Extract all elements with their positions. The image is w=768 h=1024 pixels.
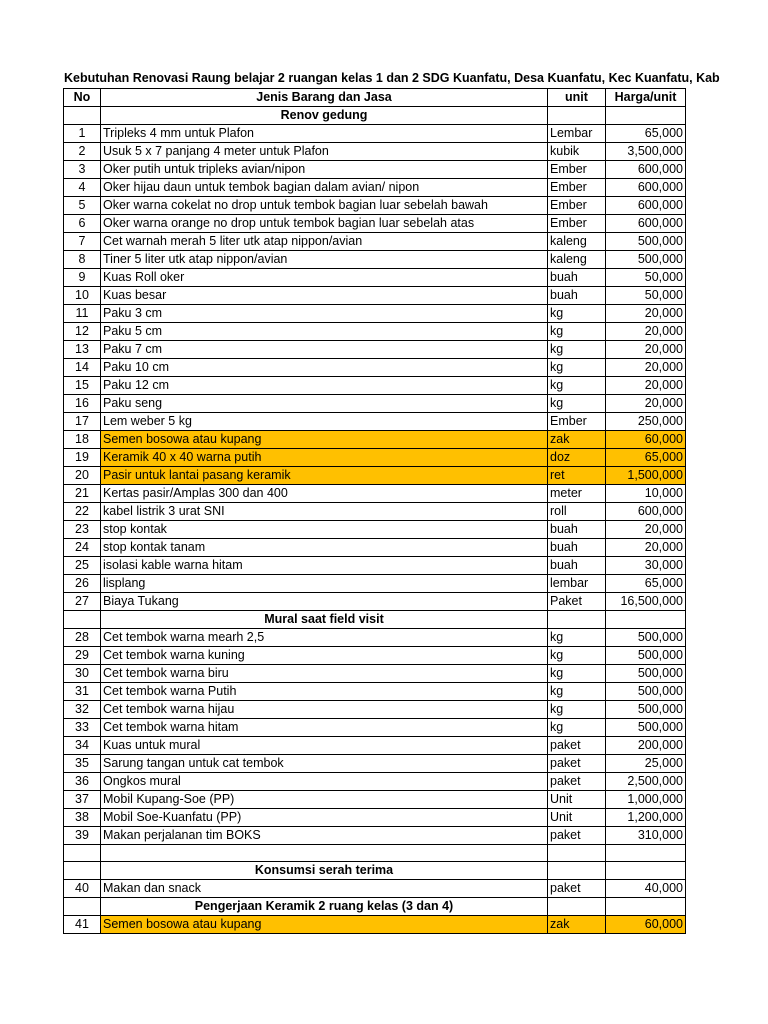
- cell-item[interactable]: Paku 10 cm: [101, 359, 548, 377]
- table-row: [64, 197, 686, 215]
- cell-unit[interactable]: Ember: [548, 161, 606, 179]
- table-row: [64, 539, 686, 557]
- cell-item[interactable]: kabel listrik 3 urat SNI: [101, 503, 548, 521]
- table-row: [64, 755, 686, 773]
- cell-price[interactable]: 16,500,000: [606, 593, 686, 611]
- cell-price[interactable]: 65,000: [606, 575, 686, 593]
- cell-no[interactable]: 38: [64, 809, 101, 827]
- cell-unit[interactable]: meter: [548, 485, 606, 503]
- cell-item[interactable]: Cet tembok warna mearh 2,5: [101, 629, 548, 647]
- cell-item[interactable]: Oker warna orange no drop untuk tembok bagian luar sebelah atas: [101, 215, 548, 233]
- cell-price[interactable]: 500,000: [606, 647, 686, 665]
- cell-unit[interactable]: kg: [548, 323, 606, 341]
- cell-item[interactable]: Cet tembok warna hijau: [101, 701, 548, 719]
- cell-unit[interactable]: ret: [548, 467, 606, 485]
- table-row: [64, 791, 686, 809]
- cell-unit[interactable]: [548, 898, 606, 916]
- table-row: [64, 179, 686, 197]
- table-row: [64, 737, 686, 755]
- cell-unit[interactable]: Ember: [548, 197, 606, 215]
- cell-price[interactable]: [606, 611, 686, 629]
- section-title[interactable]: Konsumsi serah terima: [101, 862, 548, 880]
- cell-unit[interactable]: kubik: [548, 143, 606, 161]
- table-row: [64, 395, 686, 413]
- cell-price[interactable]: 250,000: [606, 413, 686, 431]
- table-row: [64, 215, 686, 233]
- cell-price[interactable]: 600,000: [606, 197, 686, 215]
- table-row: [64, 341, 686, 359]
- cell-price[interactable]: 60,000: [606, 431, 686, 449]
- cell-no[interactable]: 15: [64, 377, 101, 395]
- table-row: [64, 521, 686, 539]
- cell-price[interactable]: 20,000: [606, 395, 686, 413]
- table-row: [64, 629, 686, 647]
- cell-no[interactable]: 23: [64, 521, 101, 539]
- cell-price[interactable]: 10,000: [606, 485, 686, 503]
- table-row: [64, 719, 686, 737]
- cell-item[interactable]: Usuk 5 x 7 panjang 4 meter untuk Plafon: [101, 143, 548, 161]
- table-row: [64, 467, 686, 485]
- cell-unit[interactable]: kg: [548, 395, 606, 413]
- cell-unit[interactable]: lembar: [548, 575, 606, 593]
- cell-no[interactable]: 25: [64, 557, 101, 575]
- cell-price[interactable]: 1,000,000: [606, 791, 686, 809]
- cell-no[interactable]: 30: [64, 665, 101, 683]
- cell-price[interactable]: 600,000: [606, 215, 686, 233]
- cell-no[interactable]: 29: [64, 647, 101, 665]
- table-row: [64, 593, 686, 611]
- cell-item[interactable]: isolasi kable warna hitam: [101, 557, 548, 575]
- cell-no[interactable]: 16: [64, 395, 101, 413]
- cell-no[interactable]: 8: [64, 251, 101, 269]
- cell-price[interactable]: 50,000: [606, 287, 686, 305]
- cell-no[interactable]: 22: [64, 503, 101, 521]
- cell-item[interactable]: Kuas untuk mural: [101, 737, 548, 755]
- cell-no[interactable]: 41: [64, 916, 101, 934]
- cell-no[interactable]: 33: [64, 719, 101, 737]
- cell-unit[interactable]: paket: [548, 880, 606, 898]
- cell-item[interactable]: Paku 3 cm: [101, 305, 548, 323]
- cell-unit[interactable]: buah: [548, 557, 606, 575]
- cell-no[interactable]: [64, 862, 101, 880]
- cell-no[interactable]: [64, 898, 101, 916]
- cell-unit[interactable]: Ember: [548, 413, 606, 431]
- cell-unit[interactable]: Ember: [548, 215, 606, 233]
- table-row: [64, 503, 686, 521]
- cell-no[interactable]: 36: [64, 773, 101, 791]
- cell-price[interactable]: 3,500,000: [606, 143, 686, 161]
- cell-price[interactable]: 600,000: [606, 161, 686, 179]
- cell-unit[interactable]: kg: [548, 305, 606, 323]
- cell-price[interactable]: 500,000: [606, 629, 686, 647]
- cell-item[interactable]: Keramik 40 x 40 warna putih: [101, 449, 548, 467]
- cell-price[interactable]: 500,000: [606, 251, 686, 269]
- table-row: [64, 413, 686, 431]
- table-row: [64, 287, 686, 305]
- cell-no[interactable]: 1: [64, 125, 101, 143]
- cell-unit[interactable]: kg: [548, 683, 606, 701]
- cell-price[interactable]: 40,000: [606, 880, 686, 898]
- cell-unit[interactable]: [548, 862, 606, 880]
- cell-item[interactable]: Paku 5 cm: [101, 323, 548, 341]
- cell-price[interactable]: 310,000: [606, 827, 686, 845]
- cell-price[interactable]: 25,000: [606, 755, 686, 773]
- header-price[interactable]: Harga/unit: [606, 89, 686, 107]
- header-item[interactable]: Jenis Barang dan Jasa: [101, 89, 548, 107]
- cell-unit[interactable]: kg: [548, 647, 606, 665]
- table-row: [64, 449, 686, 467]
- cell-unit[interactable]: paket: [548, 755, 606, 773]
- table-row: [64, 683, 686, 701]
- cell-unit[interactable]: kaleng: [548, 233, 606, 251]
- cell-unit[interactable]: zak: [548, 431, 606, 449]
- table-row: [64, 269, 686, 287]
- table-row: [64, 323, 686, 341]
- cell-price[interactable]: [606, 107, 686, 125]
- cell-item[interactable]: stop kontak tanam: [101, 539, 548, 557]
- table-row: [64, 485, 686, 503]
- cell-no[interactable]: 5: [64, 197, 101, 215]
- cell-item[interactable]: Ongkos mural: [101, 773, 548, 791]
- cell-price[interactable]: 1,500,000: [606, 467, 686, 485]
- cell-price[interactable]: 500,000: [606, 665, 686, 683]
- cell-item[interactable]: Cet warnah merah 5 liter utk atap nippon/avian: [101, 233, 548, 251]
- header-row: [64, 89, 686, 107]
- cell-item[interactable]: Tripleks 4 mm untuk Plafon: [101, 125, 548, 143]
- cell-unit[interactable]: kg: [548, 665, 606, 683]
- cell-unit[interactable]: [548, 107, 606, 125]
- cell-unit[interactable]: Unit: [548, 791, 606, 809]
- cell-item[interactable]: Makan dan snack: [101, 880, 548, 898]
- cell-price[interactable]: 65,000: [606, 449, 686, 467]
- cell-no[interactable]: 10: [64, 287, 101, 305]
- header-no[interactable]: No: [64, 89, 101, 107]
- cell-item[interactable]: Tiner 5 liter utk atap nippon/avian: [101, 251, 548, 269]
- cell-price[interactable]: 20,000: [606, 377, 686, 395]
- cell-item[interactable]: Paku 12 cm: [101, 377, 548, 395]
- cell-price[interactable]: 500,000: [606, 719, 686, 737]
- cell-no[interactable]: 35: [64, 755, 101, 773]
- cell-price[interactable]: 20,000: [606, 359, 686, 377]
- cell-item[interactable]: Pasir untuk lantai pasang keramik: [101, 467, 548, 485]
- cell-item[interactable]: Sarung tangan untuk cat tembok: [101, 755, 548, 773]
- cell-unit[interactable]: kg: [548, 629, 606, 647]
- cell-item[interactable]: Mobil Soe-Kuanfatu (PP): [101, 809, 548, 827]
- table-row: [64, 359, 686, 377]
- cell-unit[interactable]: doz: [548, 449, 606, 467]
- cell-item[interactable]: Oker hijau daun untuk tembok bagian dalam avian/ nipon: [101, 179, 548, 197]
- table-row: [64, 575, 686, 593]
- cell-no[interactable]: 34: [64, 737, 101, 755]
- table-row: [64, 809, 686, 827]
- cell-unit[interactable]: Lembar: [548, 125, 606, 143]
- cell-no[interactable]: 3: [64, 161, 101, 179]
- cell-unit[interactable]: kg: [548, 701, 606, 719]
- table-row: [64, 305, 686, 323]
- budget-table: [63, 88, 686, 934]
- cell-price[interactable]: 200,000: [606, 737, 686, 755]
- table-row: [64, 827, 686, 845]
- cell-no[interactable]: 18: [64, 431, 101, 449]
- cell-item[interactable]: Semen bosowa atau kupang: [101, 916, 548, 934]
- cell-item[interactable]: stop kontak: [101, 521, 548, 539]
- cell-price[interactable]: 30,000: [606, 557, 686, 575]
- section-row: [64, 898, 686, 916]
- table-row: [64, 557, 686, 575]
- cell-unit[interactable]: buah: [548, 539, 606, 557]
- cell-price[interactable]: 20,000: [606, 341, 686, 359]
- cell-item[interactable]: Lem weber 5 kg: [101, 413, 548, 431]
- cell-price[interactable]: 20,000: [606, 305, 686, 323]
- budget-table-body: [64, 89, 686, 934]
- cell-price[interactable]: 60,000: [606, 916, 686, 934]
- table-row: [64, 701, 686, 719]
- table-row: [64, 377, 686, 395]
- cell-item[interactable]: Mobil Kupang-Soe (PP): [101, 791, 548, 809]
- section-row: [64, 107, 686, 125]
- cell-no[interactable]: 26: [64, 575, 101, 593]
- cell-price[interactable]: 20,000: [606, 323, 686, 341]
- cell-price[interactable]: 500,000: [606, 701, 686, 719]
- section-title[interactable]: Pengerjaan Keramik 2 ruang kelas (3 dan 4): [101, 898, 548, 916]
- cell-no[interactable]: 28: [64, 629, 101, 647]
- cell-no[interactable]: 7: [64, 233, 101, 251]
- cell-unit[interactable]: kg: [548, 359, 606, 377]
- section-row: [64, 862, 686, 880]
- cell-unit[interactable]: buah: [548, 287, 606, 305]
- cell-unit[interactable]: [548, 845, 606, 862]
- cell-unit[interactable]: kg: [548, 377, 606, 395]
- cell-unit[interactable]: kg: [548, 719, 606, 737]
- cell-item[interactable]: Semen bosowa atau kupang: [101, 431, 548, 449]
- cell-no[interactable]: 11: [64, 305, 101, 323]
- cell-no[interactable]: 14: [64, 359, 101, 377]
- cell-unit[interactable]: buah: [548, 521, 606, 539]
- blank-row: [64, 845, 686, 862]
- cell-price[interactable]: [606, 898, 686, 916]
- cell-item[interactable]: Cet tembok warna Putih: [101, 683, 548, 701]
- cell-no[interactable]: 19: [64, 449, 101, 467]
- cell-item[interactable]: Biaya Tukang: [101, 593, 548, 611]
- table-row: [64, 233, 686, 251]
- cell-unit[interactable]: [548, 611, 606, 629]
- cell-unit[interactable]: kg: [548, 341, 606, 359]
- table-row: [64, 431, 686, 449]
- cell-unit[interactable]: paket: [548, 737, 606, 755]
- cell-item[interactable]: Paku 7 cm: [101, 341, 548, 359]
- table-row: [64, 665, 686, 683]
- table-row: [64, 773, 686, 791]
- table-row: [64, 880, 686, 898]
- table-row: [64, 125, 686, 143]
- cell-unit[interactable]: Unit: [548, 809, 606, 827]
- cell-unit[interactable]: roll: [548, 503, 606, 521]
- cell-no[interactable]: 17: [64, 413, 101, 431]
- section-title[interactable]: Mural saat field visit: [101, 611, 548, 629]
- cell-no[interactable]: 2: [64, 143, 101, 161]
- cell-price[interactable]: 1,200,000: [606, 809, 686, 827]
- cell-no[interactable]: [64, 845, 101, 862]
- cell-unit[interactable]: zak: [548, 916, 606, 934]
- table-row: [64, 251, 686, 269]
- cell-item[interactable]: Kuas Roll oker: [101, 269, 548, 287]
- cell-no[interactable]: 39: [64, 827, 101, 845]
- cell-price[interactable]: 20,000: [606, 521, 686, 539]
- cell-item[interactable]: Makan perjalanan tim BOKS: [101, 827, 548, 845]
- table-row: [64, 916, 686, 934]
- cell-no[interactable]: 40: [64, 880, 101, 898]
- cell-item[interactable]: Cet tembok warna kuning: [101, 647, 548, 665]
- cell-item[interactable]: Kertas pasir/Amplas 300 dan 400: [101, 485, 548, 503]
- cell-no[interactable]: 27: [64, 593, 101, 611]
- cell-item[interactable]: Kuas besar: [101, 287, 548, 305]
- cell-no[interactable]: [64, 611, 101, 629]
- cell-price[interactable]: 50,000: [606, 269, 686, 287]
- cell-no[interactable]: 21: [64, 485, 101, 503]
- cell-no[interactable]: 32: [64, 701, 101, 719]
- cell-price[interactable]: 20,000: [606, 539, 686, 557]
- cell-item[interactable]: Oker putih untuk tripleks avian/nipon: [101, 161, 548, 179]
- cell-unit[interactable]: Ember: [548, 179, 606, 197]
- cell-item[interactable]: [101, 845, 548, 862]
- cell-item[interactable]: Oker warna cokelat no drop untuk tembok bagian luar sebelah bawah: [101, 197, 548, 215]
- cell-price[interactable]: 65,000: [606, 125, 686, 143]
- cell-price[interactable]: 500,000: [606, 233, 686, 251]
- cell-no[interactable]: 4: [64, 179, 101, 197]
- cell-unit[interactable]: paket: [548, 827, 606, 845]
- cell-item[interactable]: Cet tembok warna hitam: [101, 719, 548, 737]
- cell-item[interactable]: Paku seng: [101, 395, 548, 413]
- cell-price[interactable]: 600,000: [606, 179, 686, 197]
- cell-no[interactable]: 13: [64, 341, 101, 359]
- cell-no[interactable]: 12: [64, 323, 101, 341]
- cell-no[interactable]: 20: [64, 467, 101, 485]
- cell-item[interactable]: lisplang: [101, 575, 548, 593]
- cell-unit[interactable]: buah: [548, 269, 606, 287]
- cell-price[interactable]: 2,500,000: [606, 773, 686, 791]
- cell-no[interactable]: 9: [64, 269, 101, 287]
- section-title[interactable]: Renov gedung: [101, 107, 548, 125]
- cell-no[interactable]: 24: [64, 539, 101, 557]
- cell-unit[interactable]: Paket: [548, 593, 606, 611]
- cell-price[interactable]: [606, 845, 686, 862]
- cell-no[interactable]: 31: [64, 683, 101, 701]
- cell-item[interactable]: Cet tembok warna biru: [101, 665, 548, 683]
- header-unit[interactable]: unit: [548, 89, 606, 107]
- cell-price[interactable]: 600,000: [606, 503, 686, 521]
- cell-no[interactable]: [64, 107, 101, 125]
- document-title: Kebutuhan Renovasi Raung belajar 2 ruangan kelas 1 dan 2 SDG Kuanfatu, Desa Kuanfatu, Kec Kuanfatu, Kab: [64, 71, 720, 85]
- section-row: [64, 611, 686, 629]
- cell-no[interactable]: 37: [64, 791, 101, 809]
- table-row: [64, 161, 686, 179]
- cell-no[interactable]: 6: [64, 215, 101, 233]
- table-row: [64, 647, 686, 665]
- cell-unit[interactable]: paket: [548, 773, 606, 791]
- cell-unit[interactable]: kaleng: [548, 251, 606, 269]
- table-row: [64, 143, 686, 161]
- cell-price[interactable]: [606, 862, 686, 880]
- cell-price[interactable]: 500,000: [606, 683, 686, 701]
